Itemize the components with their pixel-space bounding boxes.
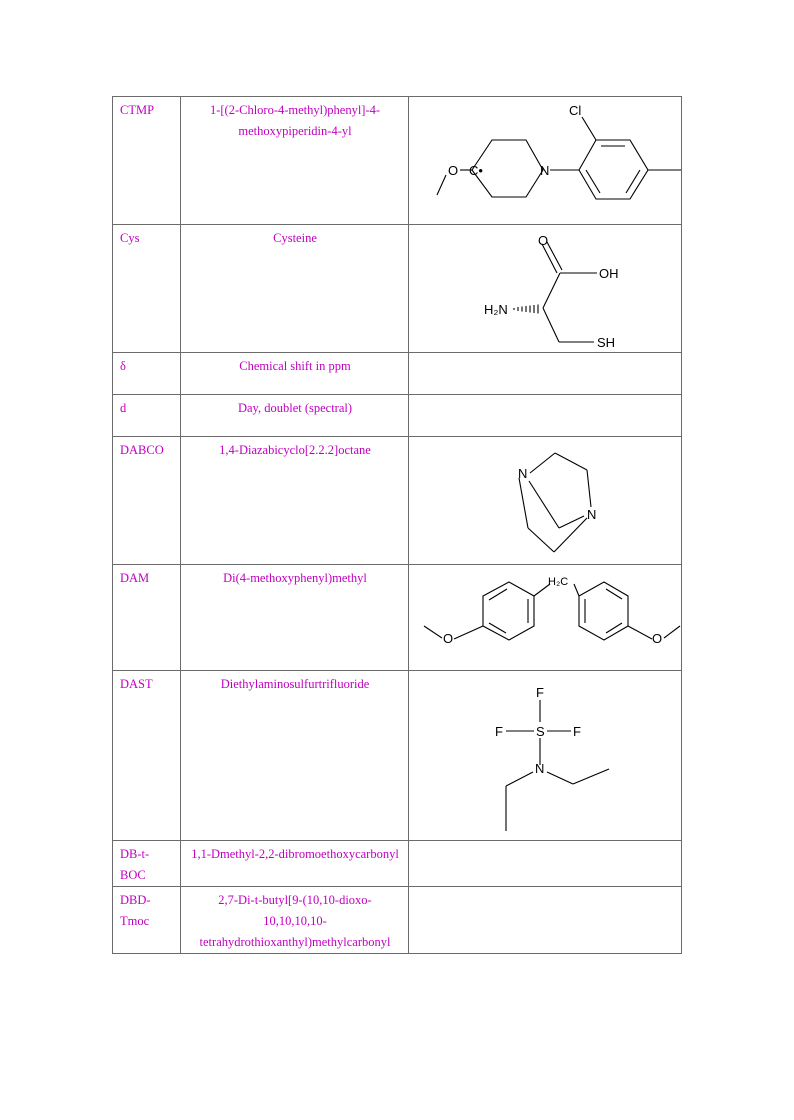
carbonyl-oxygen-label: O xyxy=(538,233,549,248)
carbon-atom-label: C• xyxy=(469,163,483,178)
nitrogen-atom-label: N xyxy=(518,466,528,481)
table-row xyxy=(113,437,682,565)
fluorine-atom-label: F xyxy=(495,724,503,739)
structure-cell xyxy=(409,437,682,565)
full-name-cell: Chemical shift in ppm xyxy=(181,353,409,395)
abbreviation-cell: Cys xyxy=(113,225,181,353)
abbreviation-cell: DB-t-BOC xyxy=(113,841,181,887)
dabco-structure xyxy=(416,440,682,564)
nitrogen-atom-label: N xyxy=(535,761,545,776)
oxygen-atom-label: O xyxy=(443,631,454,646)
abbreviations-table xyxy=(112,96,682,954)
structure-cell xyxy=(409,841,682,887)
thiol-label: SH xyxy=(597,335,616,350)
chlorine-atom-label: Cl xyxy=(569,103,582,118)
dast-structure xyxy=(416,674,682,840)
table-row xyxy=(113,353,682,395)
abbreviation-cell: DABCO xyxy=(113,437,181,565)
full-name-cell: Day, doublet (spectral) xyxy=(181,395,409,437)
methylene-label: H₂C xyxy=(548,576,569,588)
full-name-cell: 2,7-Di-t-butyl[9-(10,10-dioxo-10,10,10,10-tetrahydrothioxanthyl)methylcarbonyl xyxy=(181,887,409,954)
ctmp-structure xyxy=(416,100,682,224)
full-name-cell: 1-[(2-Chloro-4-methyl)phenyl]-4-methoxypiperidin-4-yl xyxy=(181,97,409,225)
hydroxyl-label: OH xyxy=(599,266,619,281)
structure-cell xyxy=(409,887,682,954)
full-name-cell: Diethylaminosulfurtrifluoride xyxy=(181,671,409,841)
structure-cell xyxy=(409,97,682,225)
table-row xyxy=(113,887,682,954)
full-name-cell: Cysteine xyxy=(181,225,409,353)
structure-cell xyxy=(409,565,682,671)
amino-label: H₂N xyxy=(484,302,508,317)
full-name-cell: 1,1-Dmethyl-2,2-dibromoethoxycarbonyl xyxy=(181,841,409,887)
table-row xyxy=(113,225,682,353)
abbreviation-cell: δ xyxy=(113,353,181,395)
cysteine-structure xyxy=(416,228,682,352)
full-name-cell: Di(4-methoxyphenyl)methyl xyxy=(181,565,409,671)
full-name-cell: 1,4-Diazabicyclo[2.2.2]octane xyxy=(181,437,409,565)
structure-cell xyxy=(409,671,682,841)
structure-cell xyxy=(409,353,682,395)
dam-structure xyxy=(416,568,682,670)
nitrogen-atom-label: N xyxy=(587,507,597,522)
abbreviation-cell: CTMP xyxy=(113,97,181,225)
table-row xyxy=(113,565,682,671)
oxygen-atom-label: O xyxy=(448,163,459,178)
structure-cell xyxy=(409,225,682,353)
abbreviation-cell: DAM xyxy=(113,565,181,671)
abbreviation-cell: d xyxy=(113,395,181,437)
fluorine-atom-label: F xyxy=(573,724,581,739)
fluorine-atom-label: F xyxy=(536,685,544,700)
nitrogen-atom-label: N xyxy=(540,163,550,178)
structure-cell xyxy=(409,395,682,437)
sulfur-atom-label: S xyxy=(536,724,545,739)
oxygen-atom-label: O xyxy=(652,631,663,646)
table-row xyxy=(113,841,682,887)
table-row xyxy=(113,97,682,225)
abbreviation-cell: DAST xyxy=(113,671,181,841)
table-row xyxy=(113,395,682,437)
table-row xyxy=(113,671,682,841)
abbreviation-cell: DBD-Tmoc xyxy=(113,887,181,954)
